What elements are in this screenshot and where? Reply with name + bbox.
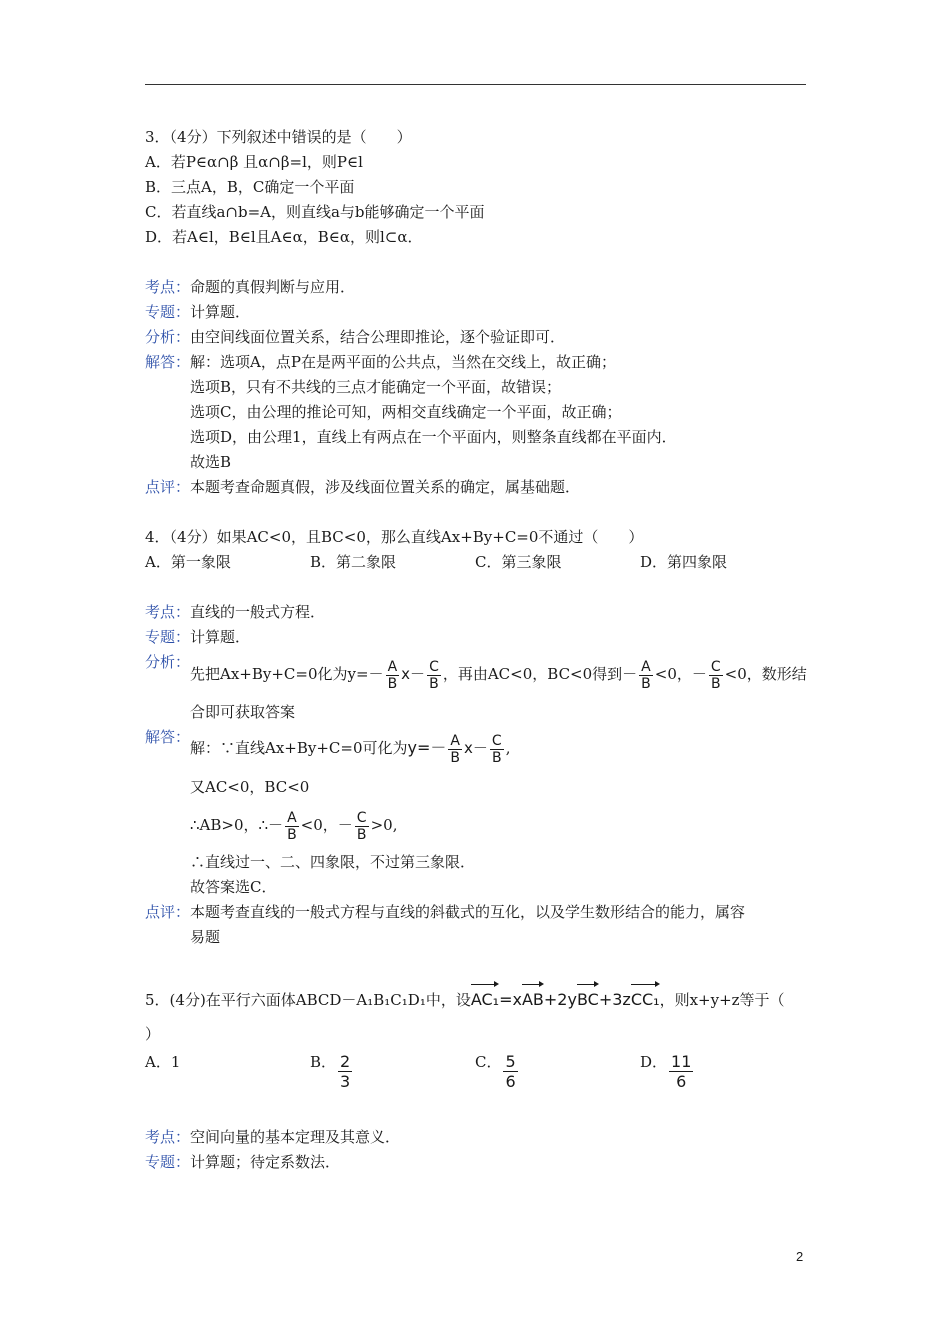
numerator: 11 (671, 1052, 692, 1071)
q4-fenxi-line-1 (190, 657, 807, 692)
vector-cc1: CC₁ (631, 982, 660, 1014)
q4-zhuanti (145, 627, 250, 647)
fraction-c-over-b (709, 659, 723, 692)
jieda-line-1: 解：选项A，点P在是两平面的公共点，当然在交线上，故正确； (190, 353, 616, 371)
denominator: B (387, 675, 398, 692)
vector-ac1: AC₁ (471, 982, 499, 1014)
zhuanti-label: 专题： (145, 303, 191, 321)
dianping-label: 点评： (145, 903, 191, 921)
kaodian-label: 考点： (145, 1128, 191, 1146)
numerator: C (429, 658, 439, 675)
jieda-text-part: , (505, 739, 511, 757)
q3-jieda (145, 352, 616, 372)
kaodian-text: 命题的真假判断与应用． (190, 278, 356, 296)
kaodian-text: 空间向量的基本定理及其意义． (190, 1128, 401, 1146)
q5-stem-part: 5．(4分)在平行六面体ABCD－A₁B₁C₁D₁中，设 (145, 991, 471, 1009)
fraction-2-over-3 (338, 1052, 352, 1091)
fenxi-text-part: <0，－ (654, 665, 707, 683)
numerator: C (356, 809, 367, 826)
q4-dianping-line-2: 易题 (190, 928, 221, 946)
q5-stem-part: +3z (598, 990, 631, 1009)
denominator: 3 (340, 1072, 351, 1091)
q5-option-a: A．1 (145, 1053, 181, 1071)
zhuanti-text: 计算题． (190, 628, 251, 646)
denominator: B (710, 675, 721, 692)
q3-kaodian (145, 277, 355, 297)
q4-stem: 4．（4分）如果AC<0，且BC<0，那么直线Ax+By+C=0不通过（ ） (145, 528, 644, 546)
kaodian-text: 直线的一般式方程． (190, 603, 326, 621)
q3-jieda-line-2: 选项B，只有不共线的三点才能确定一个平面，故错误； (190, 378, 562, 396)
denominator: B (287, 826, 297, 843)
jieda-text-part: x－ (464, 739, 488, 757)
denominator: B (641, 675, 651, 692)
dianping-text: 本题考查命题真假，涉及线面位置关系的确定，属基础题． (190, 478, 581, 496)
fraction-c-over-b (490, 733, 504, 766)
jieda-text-part: >0, (370, 816, 398, 834)
q5-option-b (310, 1052, 354, 1091)
denominator: 6 (505, 1072, 516, 1091)
vector-bc: BC (577, 982, 599, 1014)
kaodian-label: 考点： (145, 603, 191, 621)
q4-dianping (145, 902, 745, 922)
q3-jieda-line-3: 选项C，由公理的推论可知，两相交直线确定一个平面，故正确； (190, 403, 622, 421)
fenxi-text-part: <0，数形结 (724, 665, 807, 683)
q3-option-c: C．若直线a∩b=A，则直线a与b能够确定一个平面 (145, 203, 485, 221)
q3-option-a: A．若P∈α∩β 且α∩β=l，则P∈l (145, 153, 363, 171)
fenxi-text-part: x－ (401, 665, 426, 683)
q4-jieda-label: 解答： (145, 728, 191, 746)
dianping-text: 本题考查直线的一般式方程与直线的斜截式的互化，以及学生数形结合的能力，属容 (190, 903, 746, 921)
q4-option-c: C．第三象限 (475, 553, 562, 571)
denominator: 6 (676, 1072, 687, 1091)
q5-stem-part: =x (499, 990, 522, 1009)
denominator: B (356, 826, 367, 843)
denominator: B (429, 675, 439, 692)
q3-zhuanti (145, 302, 250, 322)
q5-option-c (475, 1052, 520, 1091)
jieda-text-part: <0，－ (300, 816, 353, 834)
q4-option-d: D．第四象限 (640, 553, 728, 571)
fraction-11-over-6 (669, 1052, 693, 1091)
q4-jieda-line-2: 又AC<0，BC<0 (190, 778, 310, 796)
q4-option-b: B．第二象限 (310, 553, 397, 571)
numerator: A (387, 658, 398, 675)
q3-option-d: D．若A∈l，B∈l且A∈α，B∈α，则l⊂α． (145, 228, 423, 246)
q4-jieda-line-4: ∴直线过一、二、四象限，不过第三象限． (190, 853, 476, 871)
q4-option-a: A．第一象限 (145, 553, 231, 571)
denominator: B (491, 749, 502, 766)
jieda-text-part: ∴AB>0，∴－ (190, 816, 284, 834)
kaodian-label: 考点： (145, 278, 191, 296)
jieda-label: 解答： (145, 353, 191, 371)
fraction-c-over-b (355, 810, 369, 843)
q5-kaodian (145, 1127, 400, 1147)
vector-ab: AB (522, 982, 544, 1014)
fraction-5-over-6 (503, 1052, 517, 1091)
fenxi-text-part: 先把Ax+By+C=0化为y=－ (190, 665, 384, 683)
numerator: C (491, 732, 502, 749)
dianping-label: 点评： (145, 478, 191, 496)
zhuanti-label: 专题： (145, 628, 191, 646)
header-rule (145, 84, 806, 85)
q3-jieda-line-4: 选项D，由公理1，直线上有两点在一个平面内，则整条直线都在平面内． (190, 428, 677, 446)
fraction-a-over-b (448, 733, 462, 766)
q4-kaodian (145, 602, 325, 622)
fenxi-text: 由空间线面位置关系，结合公理即推论，逐个验证即可． (190, 328, 566, 346)
q4-jieda-line-1 (190, 731, 510, 766)
q3-fenxi (145, 327, 565, 347)
numerator: A (287, 809, 297, 826)
q3-option-b: B．三点A，B，C确定一个平面 (145, 178, 355, 196)
fenxi-text-part: ，再由AC<0，BC<0得到－ (442, 665, 638, 683)
zhuanti-label: 专题： (145, 1153, 191, 1171)
q4-jieda-line-5: 故答案选C． (190, 878, 277, 896)
q5-stem (145, 982, 785, 1014)
fraction-a-over-b (639, 659, 653, 692)
numerator: A (641, 658, 651, 675)
fenxi-label: 分析： (145, 328, 191, 346)
q5-zhuanti (145, 1152, 340, 1172)
q5-option-d (640, 1052, 695, 1091)
q3-jieda-line-5: 故选B (190, 453, 232, 471)
numerator: A (450, 732, 460, 749)
q5-stem-part: ，则x+y+z等于（ (659, 991, 785, 1009)
zhuanti-text: 计算题． (190, 303, 251, 321)
option-label: D． (640, 1053, 668, 1071)
fraction-a-over-b (386, 659, 400, 692)
q4-fenxi-line-2: 合即可获取答案 (190, 703, 296, 721)
q3-stem: 3．（4分）下列叙述中错误的是（ ） (145, 128, 412, 146)
numerator: 5 (505, 1052, 516, 1071)
fraction-a-over-b (285, 810, 299, 843)
option-label: C． (475, 1053, 502, 1071)
jieda-text-part: y=－ (407, 738, 447, 757)
zhuanti-text: 计算题；待定系数法． (190, 1153, 341, 1171)
q4-fenxi-label: 分析： (145, 653, 191, 671)
numerator: C (710, 658, 721, 675)
option-label: B． (310, 1053, 337, 1071)
q5-stem-part: +2y (543, 990, 577, 1009)
numerator: 2 (340, 1052, 351, 1071)
q4-jieda-line-3 (190, 808, 397, 843)
jieda-text-part: 解：∵直线Ax+By+C=0可化为 (190, 739, 408, 757)
q3-dianping (145, 477, 580, 497)
denominator: B (450, 749, 461, 766)
fraction-c-over-b (427, 659, 441, 692)
q5-stem-line-2: ） (145, 1025, 161, 1043)
page-number: 2 (796, 1249, 804, 1264)
